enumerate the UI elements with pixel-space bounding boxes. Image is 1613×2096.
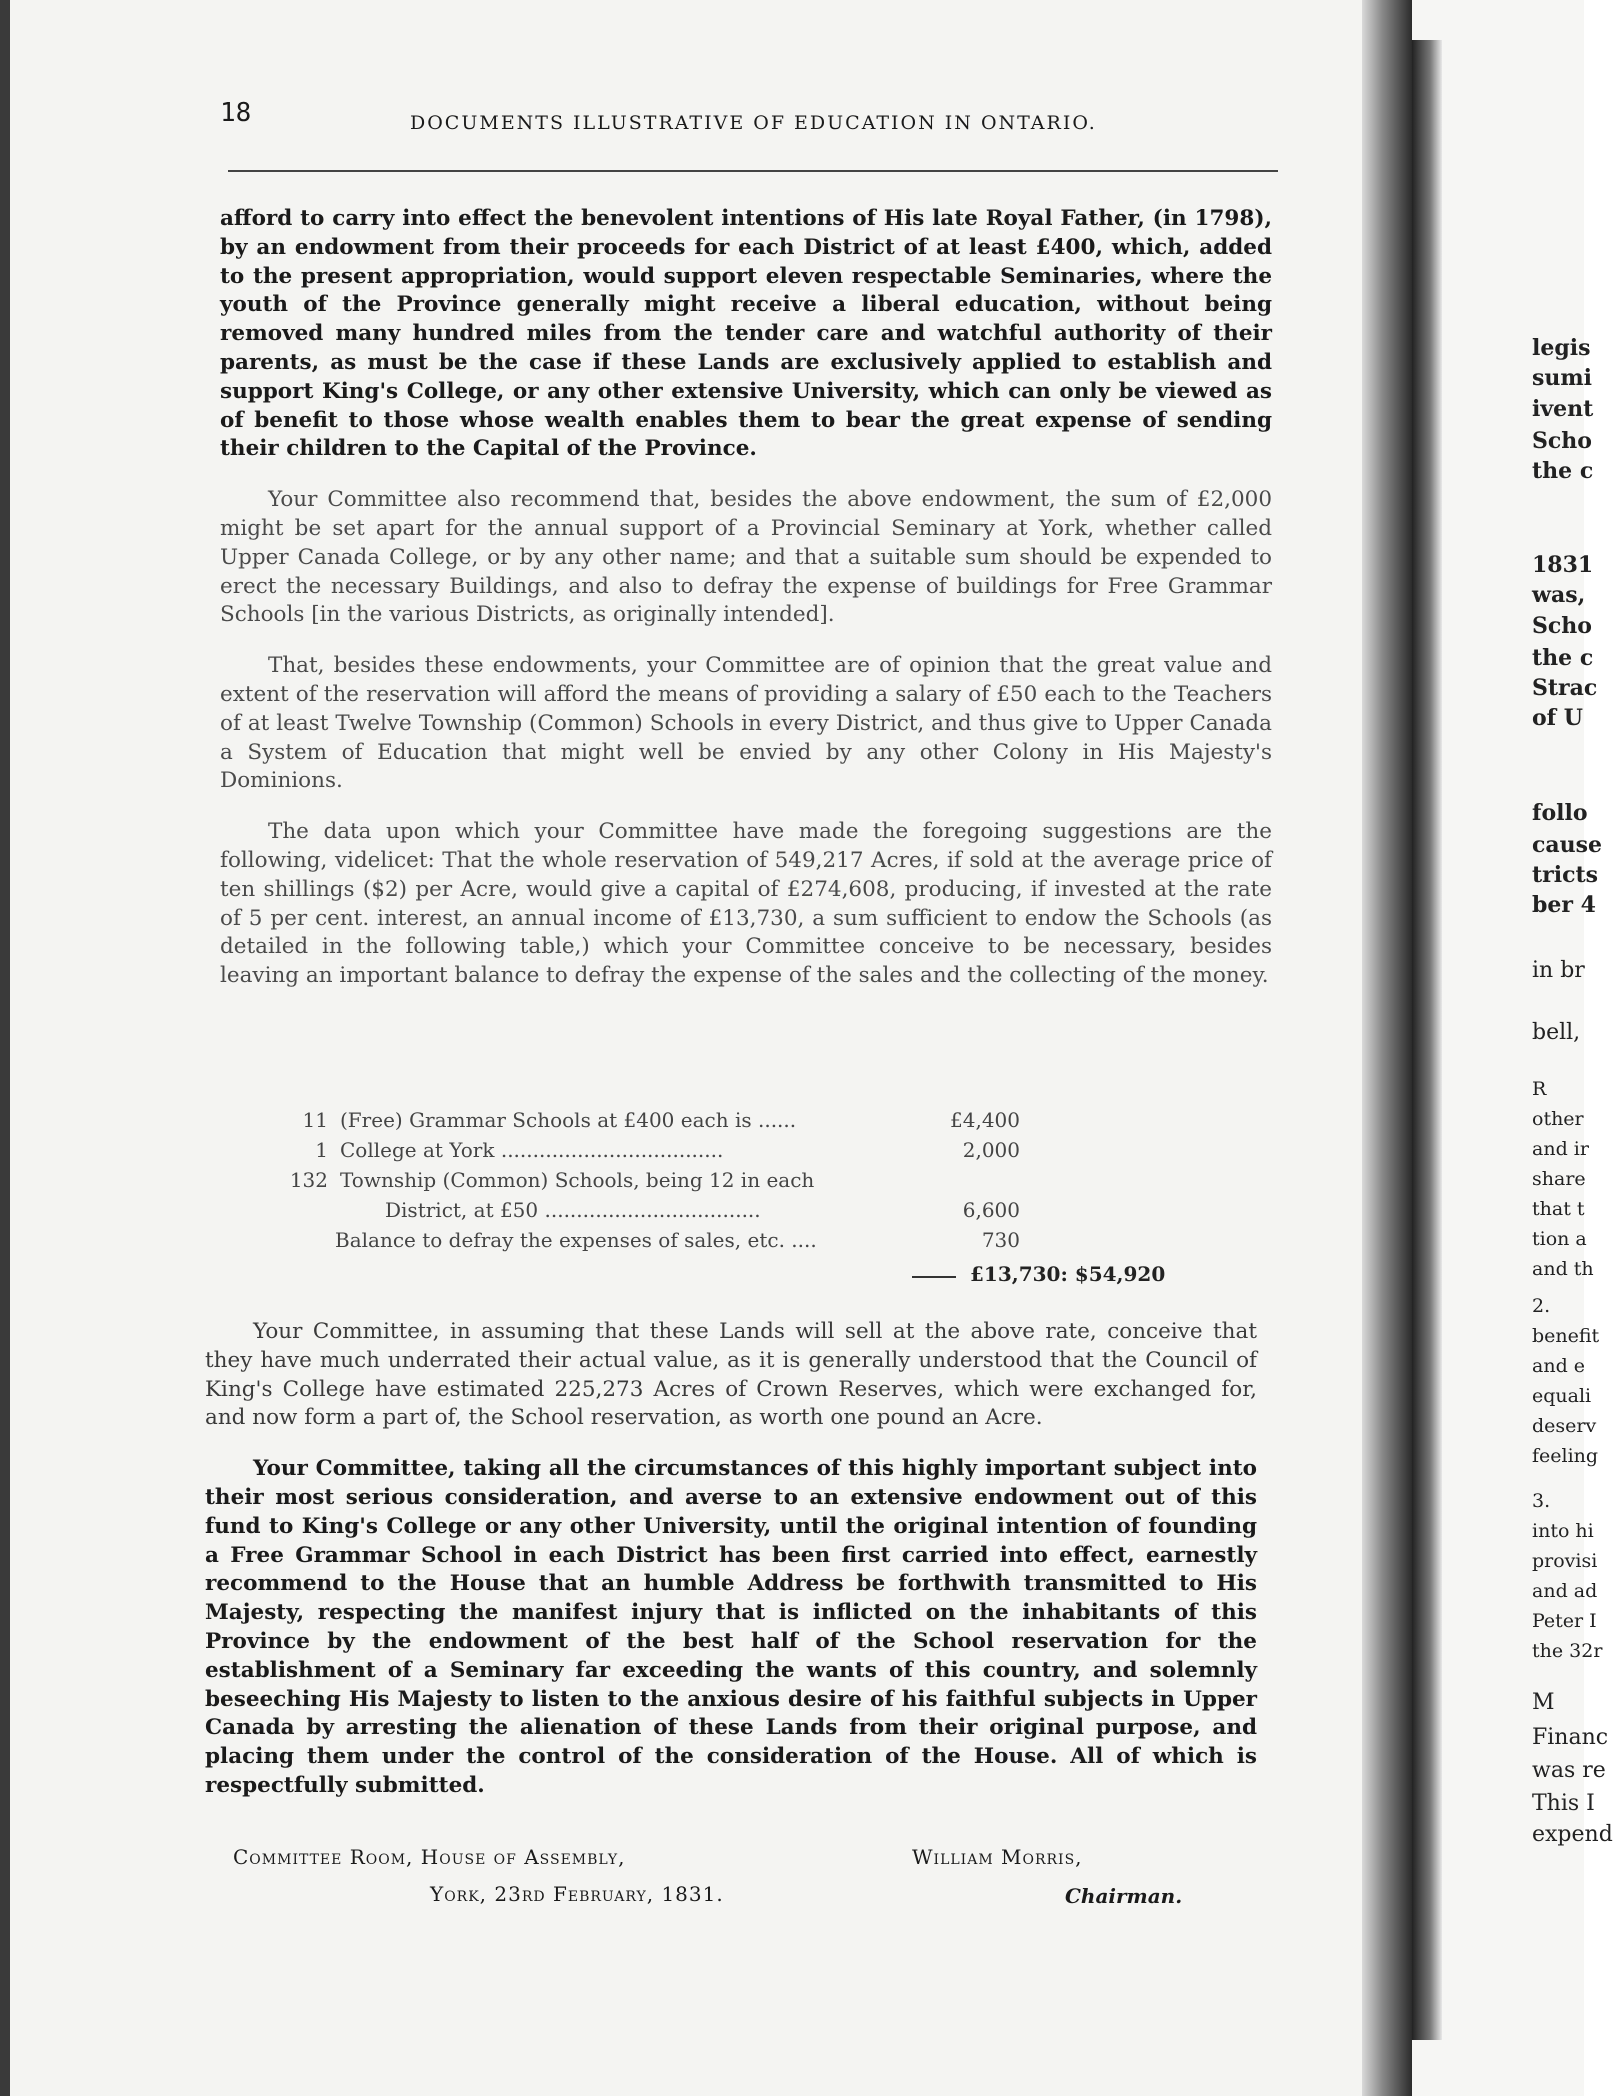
facing-page-fragment: bell, <box>1532 1020 1581 1045</box>
facing-page-fragment: legis <box>1532 335 1591 361</box>
paragraph: Your Committee also recommend that, besides the above endowment, the sum of £2,000 might be set apart for the annual support of a Provincial Seminary at York, whether called Upper Canada College, or by any other name; and that a suitable sum should be expended to erect the necessary Buildings, and also to defray the expense of buildings for Free Grammar Schools [in the various Districts, as originally intended]. <box>220 487 1272 628</box>
table-row <box>220 1198 1220 1228</box>
facing-page-fragment: sumi <box>1532 365 1593 391</box>
facing-page-fragment: and e <box>1532 1355 1586 1377</box>
facing-page-fragment: Peter I <box>1532 1610 1597 1632</box>
facing-page-fragment: cause <box>1532 832 1603 858</box>
scan-left-edge <box>0 0 10 2096</box>
facing-page-fragment: the 32r <box>1532 1640 1603 1662</box>
facing-page-fragment: benefit <box>1532 1325 1600 1347</box>
facing-page-fragment: R <box>1532 1078 1547 1100</box>
facing-page-fragment: provisi <box>1532 1550 1598 1572</box>
table-row-description: (Free) Grammar Schools at £400 each is ...... <box>340 1108 797 1132</box>
table-row <box>220 1228 1220 1258</box>
facing-page-fragment: was, <box>1532 582 1586 608</box>
table-row <box>220 1138 1220 1168</box>
paragraph: The data upon which your Committee have made the foregoing suggestions are the following, videlicet: That the whole reservation of 549,217 Acres, if sold at the average price of ten shillings ($2) per Acre, would give a capital of £274,608, producing, if invested at the rate of 5 per cent. interest, an annual income of £13,730, a sum sufficient to endow the Schools (as detailed in the following table,) which your Committee conceive to be necessary, besides leaving an important balance to defray the expense of the sales and the collecting of the money. <box>220 819 1272 989</box>
facing-page-fragment: 3. <box>1532 1490 1551 1512</box>
signature-title: Chairman. <box>1065 1884 1183 1908</box>
table-row-amount: £4,400 <box>950 1108 1020 1132</box>
facing-page-fragment: the c <box>1532 458 1594 484</box>
facing-page-fragment: follo <box>1532 800 1588 826</box>
facing-page-fragment: deserv <box>1532 1415 1597 1437</box>
facing-page-fragment: expend <box>1532 1822 1613 1847</box>
body-text-bottom <box>205 1318 1257 1823</box>
page-fold-shadow <box>1362 0 1412 2096</box>
paragraph: That, besides these endowments, your Committee are of opinion that the great value and extent of the reservation will afford the means of providing a salary of £50 each to the Teachers of at least Twelve Township (Common) Schools in every District, and thus give to Upper Canada a System of Education that might well be envied by any other Colony in His Majesty's Dominions. <box>220 653 1272 794</box>
facing-page-fragment: M <box>1532 1690 1555 1715</box>
paragraph: Your Committee, taking all the circumstances of this highly important subject into their most serious consideration, and averse to an extensive endowment out of this fund to King's College or any other University, until the original intention of founding a Free Grammar School in each District has been first carried into effect, earnestly recommend to the House that an humble Address be forthwith transmitted to His Majesty, respecting the manifest injury that is inflicted on the inhabitants of this Province by the endowment of the best half of the School reservation for the establishment of a Seminary far exceeding the wants of this country, and solemnly beseeching His Majesty to listen to the anxious desire of his faithful subjects in Upper Canada by arresting the alienation of these Lands from their original purpose, and placing them under the control of the consideration of the House. All of which is respectfully submitted. <box>205 1456 1257 1798</box>
binding-shadow <box>1412 40 1442 2040</box>
table-total: £13,730: $54,920 <box>970 1262 1166 1286</box>
table-row-number: 1 <box>315 1138 328 1162</box>
signature-name: William Morris, <box>912 1845 1083 1869</box>
facing-page-fragment: and ad <box>1532 1580 1598 1602</box>
facing-page-fragment: 1831 <box>1532 552 1594 578</box>
facing-page-fragment: 2. <box>1532 1295 1551 1317</box>
table-row-description: College at York ................................... <box>340 1138 724 1162</box>
facing-page-fragment: feeling <box>1532 1445 1599 1467</box>
facing-page-fragment: ber 4 <box>1532 892 1596 918</box>
facing-page-fragment: and th <box>1532 1258 1594 1280</box>
body-text-top <box>220 205 1272 1013</box>
table-row <box>220 1108 1220 1138</box>
facing-page-fragment: equali <box>1532 1385 1592 1407</box>
page-header <box>10 98 1385 138</box>
table-row-amount: 730 <box>981 1228 1020 1252</box>
facing-page-fragment: ivent <box>1532 396 1594 422</box>
signature-place-line2: York, 23rd February, 1831. <box>430 1882 724 1906</box>
paragraph: afford to carry into effect the benevolent intentions of His late Royal Father, (in 1798), by an endowment from their proceeds for each District of at least £400, which, added to the present appropriation, would support eleven respectable Seminaries, where the youth of the Province generally might receive a liberal education, without being removed many hundred miles from the tender care and watchful authority of their parents, as must be the case if these Lands are exclusively applied to establish and support King's College, or any other extensive University, which can only be viewed as of benefit to those whose wealth enables them to bear the great expense of sending their children to the Capital of the Province. <box>220 206 1272 462</box>
facing-page-fragment: Scho <box>1532 613 1592 639</box>
facing-page-fragment: tricts <box>1532 862 1599 888</box>
facing-page-fragment: tion a <box>1532 1228 1587 1250</box>
facing-page-fragment: Financ <box>1532 1725 1609 1750</box>
facing-page-fragment: that t <box>1532 1198 1585 1220</box>
document-page <box>10 0 1385 2096</box>
running-head: DOCUMENTS ILLUSTRATIVE OF EDUCATION IN ONTARIO. <box>410 112 1097 134</box>
facing-page-fragment: into hi <box>1532 1520 1594 1542</box>
facing-page-fragment: the c <box>1532 645 1594 671</box>
facing-page-fragment: other <box>1532 1108 1584 1130</box>
facing-page-fragment: Strac <box>1532 675 1598 701</box>
facing-page-fragment: in br <box>1532 958 1585 983</box>
table-total-row <box>220 1262 1220 1296</box>
table-row-description: Township (Common) Schools, being 12 in each <box>340 1168 815 1192</box>
table-row <box>220 1168 1220 1198</box>
header-rule <box>228 170 1278 172</box>
facing-page <box>1412 0 1613 2096</box>
signature-place-line1: Committee Room, House of Assembly, <box>233 1845 626 1869</box>
facing-page-fragment: and ir <box>1532 1138 1589 1160</box>
endowment-table <box>220 1108 1220 1296</box>
table-row-number: 132 <box>289 1168 328 1192</box>
facing-page-fragment: share <box>1532 1168 1586 1190</box>
facing-page-fragment: Scho <box>1532 428 1592 454</box>
facing-page-fragment: This I <box>1532 1791 1595 1816</box>
table-row-description: Balance to defray the expenses of sales, etc. .... <box>335 1228 817 1252</box>
table-row-number: 11 <box>302 1108 328 1132</box>
table-row-amount: 2,000 <box>962 1138 1020 1162</box>
table-row-description: District, at £50 .................................. <box>385 1198 761 1222</box>
table-row-amount: 6,600 <box>962 1198 1020 1222</box>
paragraph: Your Committee, in assuming that these Lands will sell at the above rate, conceive that they have much underrated their actual value, as it is generally understood that the Council of King's College have estimated 225,273 Acres of Crown Reserves, which were exchanged for, and now form a part of, the School reservation, as worth one pound an Acre. <box>205 1319 1257 1431</box>
page-number: 18 <box>220 98 252 128</box>
facing-page-fragment: of U <box>1532 705 1583 731</box>
total-rule <box>912 1276 956 1278</box>
facing-page-fragment: was re <box>1532 1758 1606 1783</box>
